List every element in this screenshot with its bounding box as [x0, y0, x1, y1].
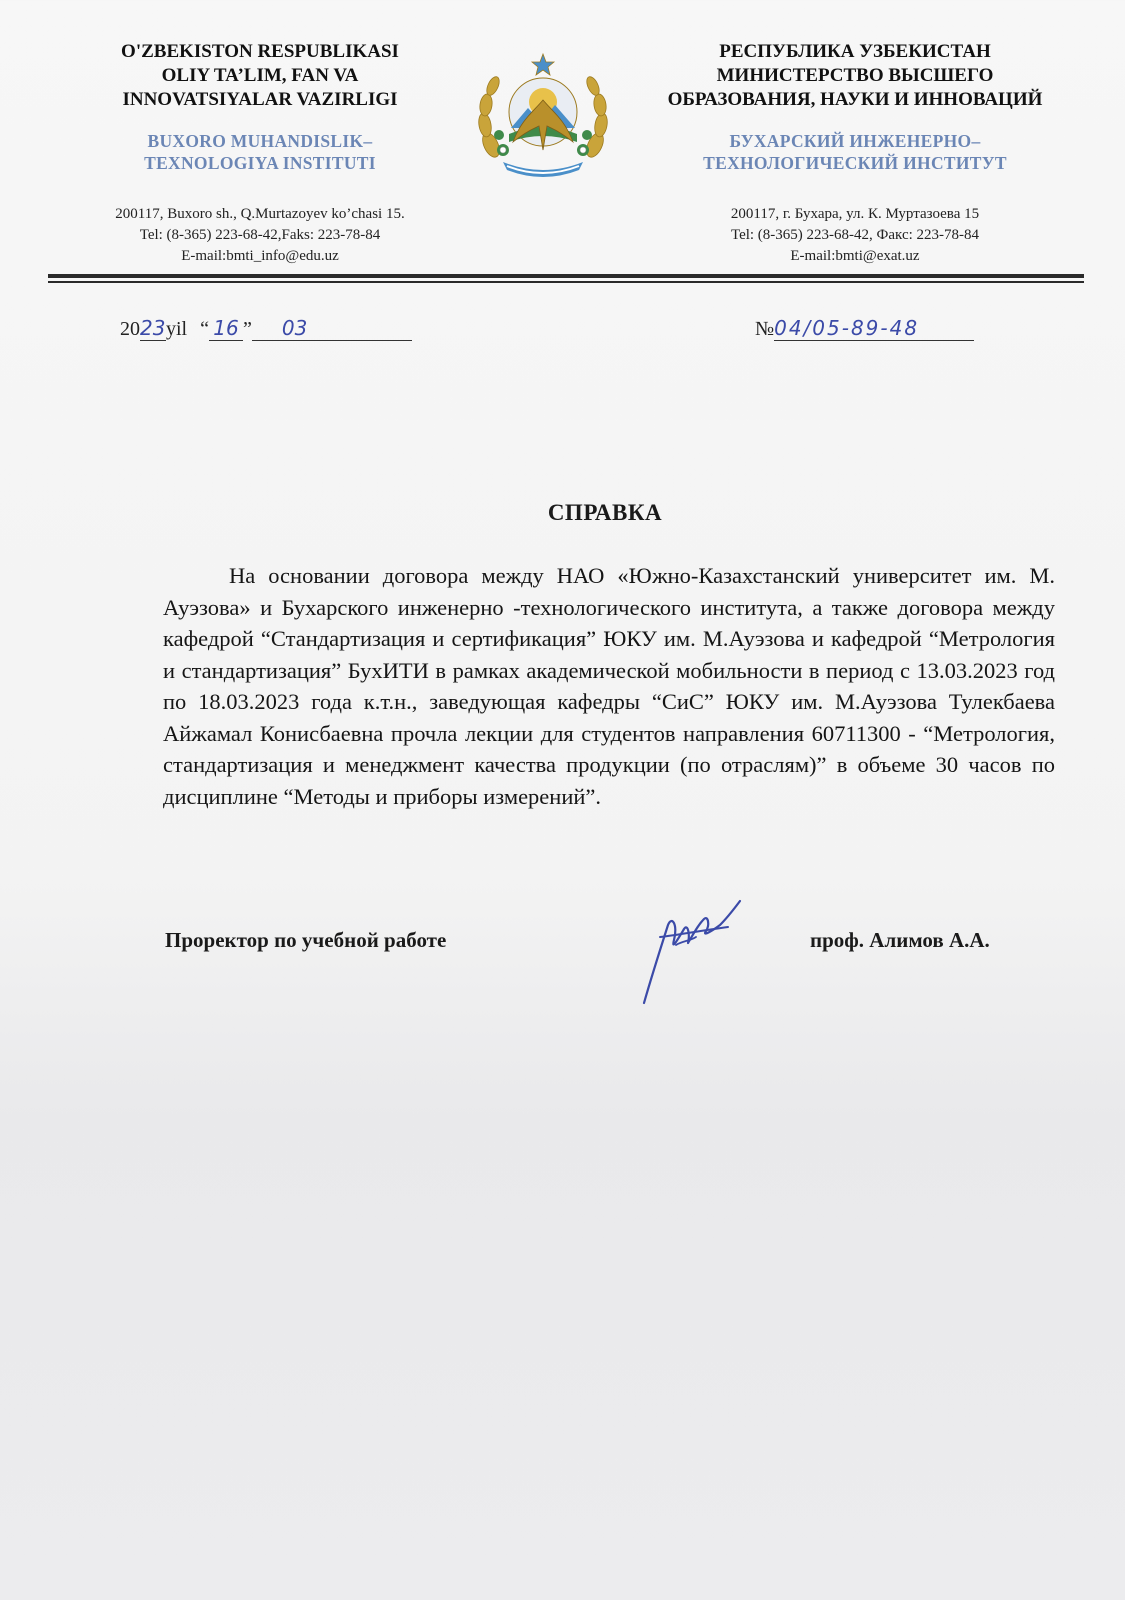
date-year-handwritten: 23	[140, 316, 166, 340]
ministry-name-uz: O'ZBEKISTON RESPUBLIKASI OLIY TA’LIM, FAN VA INNOVATSIYALAR VAZIRLIGI	[121, 41, 399, 110]
date-month-handwritten: 03	[252, 316, 412, 341]
ministry-name-ru: РЕСПУБЛИКА УЗБЕКИСТАН МИНИСТЕРСТВО ВЫСШЕГО ОБРАЗОВАНИЯ, НАУКИ И ИННОВАЦИЙ	[667, 41, 1043, 110]
date-day-handwritten: 16	[209, 316, 243, 341]
address-ru: 200117, г. Бухара, ул. К. Муртазоева 15 Tel: (8-365) 223-68-42, Факс: 223-78-84 E-mail:bmti@exat.uz	[730, 206, 980, 264]
institute-name-uz: BUXORO MUHANDISLIK– TEXNOLOGIYA INSTITUTI	[144, 131, 376, 173]
state-emblem-icon	[473, 50, 613, 185]
date-line: 2023yil “ 16 ” 03	[120, 316, 412, 341]
signatory-position: Проректор по учебной работе	[165, 928, 447, 952]
header-left-uz	[70, 40, 450, 267]
header-divider-thick	[48, 274, 1084, 278]
signatory-name: проф. Алимов А.А.	[810, 928, 990, 952]
address-uz: 200117, Buxoro sh., Q.Murtazoyev ko’chasi 15. Tel: (8-365) 223-68-42,Faks: 223-78-84 E-mail:bmti_info@edu.uz	[115, 206, 405, 264]
document-number-handwritten: 04/05-89-48	[774, 316, 974, 341]
handwritten-signature-icon	[638, 895, 748, 1010]
header-divider-thin	[48, 281, 1084, 283]
document-title: СПРАВКА	[547, 500, 663, 525]
document-body: На основании договора между НАО «Южно-Казахстанский университет им. М. Ауэзова» и Бухарского инженерно -технологического института, а также договора между кафедрой “Стандартизация и сертификация” ЮКУ им. М.Ауэзова и кафедрой “Метрология и стандартизация” БухИТИ в рамках академической мобильности в период с 13.03.2023 год по 18.03.2023 года к.т.н., заведующая кафедры “СиС” ЮКУ им. М.Ауэзова Тулекбаева Айжамал Конисбаевна прочла лекции для студентов направления 60711300 - “Метрология, стандартизация и менеджмент качества продукции (по отраслям)” в объеме 30 часов по дисциплине “Методы и приборы измерений”.	[163, 563, 1055, 809]
header-right-ru	[640, 40, 1070, 267]
institute-name-ru: БУХАРСКИЙ ИНЖЕНЕРНО– ТЕХНОЛОГИЧЕСКИЙ ИНСТИТУТ	[703, 131, 1007, 173]
document-number-line: №04/05-89-48	[755, 316, 974, 341]
